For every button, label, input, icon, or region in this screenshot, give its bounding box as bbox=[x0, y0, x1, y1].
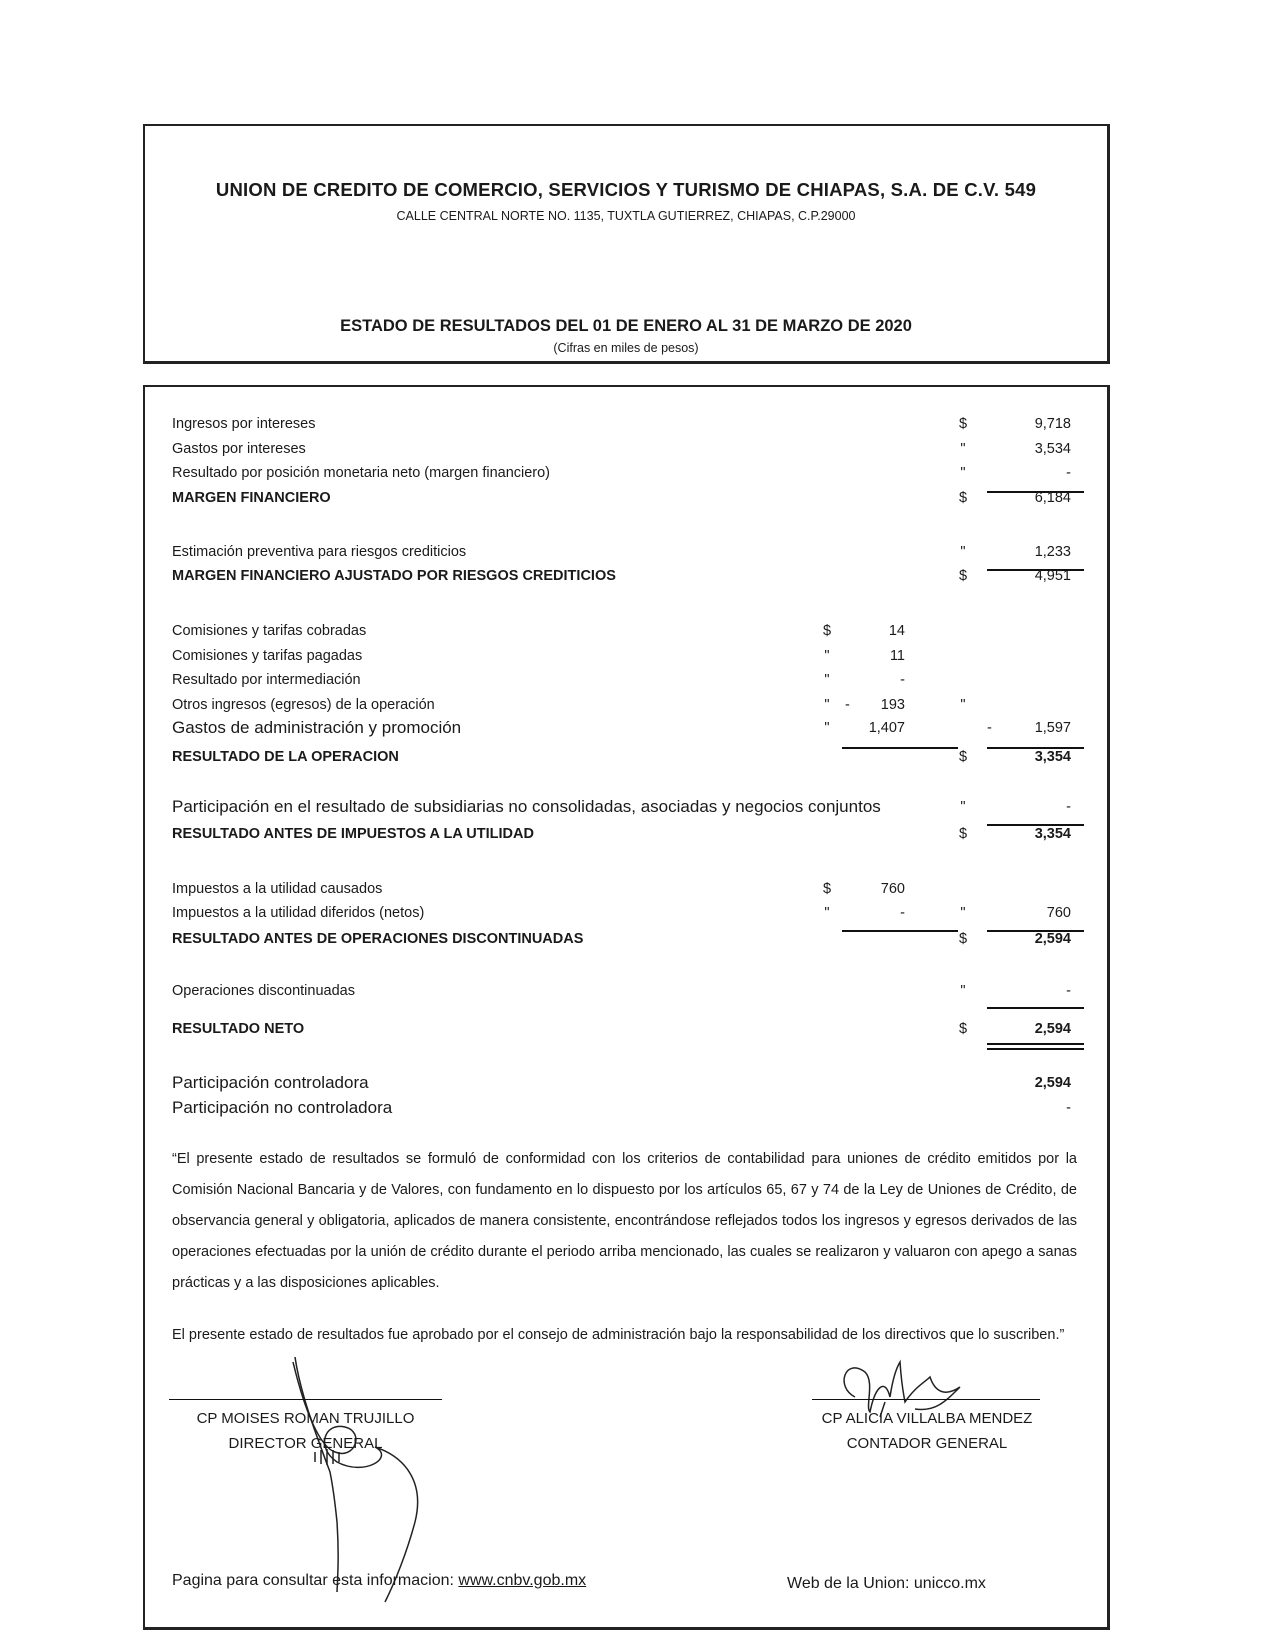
row-value: 2,594 bbox=[1034, 1021, 1071, 1037]
ditto-mark: " bbox=[824, 720, 830, 736]
row-subvalue: 193 bbox=[880, 697, 905, 713]
row-label: Otros ingresos (egresos) de la operación bbox=[172, 697, 435, 713]
ditto-mark: " bbox=[824, 697, 830, 713]
statement-title: ESTADO DE RESULTADOS DEL 01 DE ENERO AL 31 DE MARZO DE 2020 bbox=[340, 317, 912, 335]
row-label: Impuestos a la utilidad diferidos (netos) bbox=[172, 905, 425, 921]
row-value: 9,718 bbox=[1034, 416, 1071, 432]
row-resultado-intermediacion bbox=[145, 672, 1107, 694]
row-label: Gastos de administración y promoción bbox=[172, 718, 462, 737]
row-resultado-neto bbox=[145, 1021, 1107, 1043]
row-subvalue: 760 bbox=[880, 881, 905, 897]
unicco-link[interactable]: unicco.mx bbox=[913, 1575, 986, 1592]
footer-left-label: Pagina para consultar esta informacion: bbox=[172, 1572, 454, 1589]
row-value: 2,594 bbox=[1034, 1075, 1071, 1091]
row-operaciones-discontinuadas bbox=[145, 983, 1107, 1005]
note-paragraph-1: “El presente estado de resultados se formuló de conformidad con los criterios de contabilidad para uniones de crédito emitidos por la Comisión Nacional Bancaria y de Valores, con fundamento en lo dispuesto por los artículos 65, 67 y 74 de la Ley de Uniones de Crédito, de observancia general y obligatoria, aplicados de manera consistente, encontrándose reflejados todos los ingresos y egresos derivados de las operaciones efectuadas por la unión de crédito durante el periodo arriba mencionado, las cuales se realizaron y valuaron con apego a sanas prácticas y a las disposiciones aplicables. bbox=[172, 1151, 1077, 1291]
row-value: 1,597 bbox=[1034, 720, 1071, 736]
currency-mark: $ bbox=[958, 568, 968, 584]
row-value: 6,184 bbox=[1034, 490, 1071, 506]
currency-mark: $ bbox=[822, 623, 832, 639]
footer-right-label: Web de la Union: bbox=[787, 1575, 910, 1592]
row-label: Estimación preventiva para riesgos crediticios bbox=[172, 544, 467, 560]
row-label: Comisiones y tarifas pagadas bbox=[172, 648, 363, 664]
signer-name-right: CP ALICIA VILLALBA MENDEZ bbox=[821, 1410, 1033, 1427]
company-name: UNION DE CREDITO DE COMERCIO, SERVICIOS Y TURISMO DE CHIAPAS, S.A. DE C.V. 549 bbox=[215, 179, 1037, 200]
row-subvalue: 14 bbox=[888, 623, 905, 639]
currency-mark: $ bbox=[958, 931, 968, 947]
currency-mark: $ bbox=[822, 881, 832, 897]
row-value: 760 bbox=[1046, 905, 1071, 921]
row-value: 4,951 bbox=[1034, 568, 1071, 584]
row-margen-financiero bbox=[145, 490, 1107, 512]
ditto-mark: " bbox=[960, 983, 966, 999]
row-resultado-antes-impuestos bbox=[145, 826, 1107, 848]
total-double-line bbox=[987, 1043, 1084, 1045]
row-gastos-intereses bbox=[145, 441, 1107, 463]
row-margen-ajustado bbox=[145, 568, 1107, 590]
signer-name-left: CP MOISES ROMAN TRUJILLO bbox=[196, 1410, 415, 1427]
row-subvalue: 11 bbox=[889, 648, 905, 664]
negative-sign: - bbox=[987, 720, 992, 736]
ditto-mark: " bbox=[960, 905, 966, 921]
row-value: - bbox=[1066, 1100, 1071, 1116]
row-resultado-operacion bbox=[145, 749, 1107, 771]
row-label: Participación controladora bbox=[172, 1073, 369, 1092]
ditto-mark: " bbox=[824, 648, 830, 664]
row-label: MARGEN FINANCIERO bbox=[172, 490, 331, 506]
statement-body bbox=[143, 385, 1110, 1630]
row-ingresos-intereses bbox=[145, 416, 1107, 438]
row-label: Impuestos a la utilidad causados bbox=[172, 881, 383, 897]
cnbv-link[interactable]: www.cnbv.gob.mx bbox=[458, 1572, 587, 1589]
row-value: - bbox=[1066, 465, 1071, 481]
row-label: RESULTADO NETO bbox=[172, 1021, 305, 1037]
currency-mark: $ bbox=[958, 416, 968, 432]
total-double-line bbox=[987, 1048, 1084, 1050]
signature-block-right bbox=[808, 1406, 1046, 1456]
row-resultado-antes-discontinuadas bbox=[145, 931, 1107, 953]
negative-sign: - bbox=[845, 697, 850, 713]
ditto-mark: " bbox=[824, 672, 830, 688]
ditto-mark: " bbox=[960, 544, 966, 560]
signer-title-left: DIRECTOR GENERAL bbox=[228, 1435, 383, 1452]
row-value: 3,354 bbox=[1034, 826, 1071, 842]
ditto-mark: " bbox=[960, 465, 966, 481]
row-label: Gastos por intereses bbox=[172, 441, 306, 457]
row-label: MARGEN FINANCIERO AJUSTADO POR RIESGOS CREDITICIOS bbox=[172, 568, 616, 584]
row-label: Comisiones y tarifas cobradas bbox=[172, 623, 367, 639]
row-label: Participación no controladora bbox=[172, 1098, 393, 1117]
row-subvalue: - bbox=[900, 905, 905, 921]
signature-line-right bbox=[812, 1399, 1040, 1400]
ditto-mark: " bbox=[960, 799, 966, 815]
row-impuestos-diferidos bbox=[145, 905, 1107, 927]
row-label: Participación en el resultado de subsidiarias no consolidadas, asociadas y negocios conjuntos bbox=[172, 797, 881, 816]
row-comisiones-pagadas bbox=[145, 648, 1107, 670]
row-label: Operaciones discontinuadas bbox=[172, 983, 355, 999]
row-subvalue: 1,407 bbox=[868, 720, 905, 736]
row-impuestos-causados bbox=[145, 881, 1107, 903]
row-participacion-subsidiarias bbox=[145, 799, 1107, 821]
row-comisiones-cobradas bbox=[145, 623, 1107, 645]
currency-mark: $ bbox=[958, 1021, 968, 1037]
row-value: 3,354 bbox=[1034, 749, 1071, 765]
signer-title-right: CONTADOR GENERAL bbox=[846, 1435, 1008, 1452]
row-participacion-no-controladora bbox=[145, 1100, 1107, 1122]
company-address: CALLE CENTRAL NORTE NO. 1135, TUXTLA GUTIERREZ, CHIAPAS, C.P.29000 bbox=[396, 209, 856, 223]
row-estimacion-preventiva bbox=[145, 544, 1107, 566]
row-label: RESULTADO DE LA OPERACION bbox=[172, 749, 399, 765]
signature-block-left bbox=[169, 1406, 442, 1456]
row-label: RESULTADO ANTES DE IMPUESTOS A LA UTILIDAD bbox=[172, 826, 534, 842]
row-value: 3,534 bbox=[1034, 441, 1071, 457]
row-gastos-administracion bbox=[145, 720, 1107, 742]
row-value: - bbox=[1066, 983, 1071, 999]
subtotal-line bbox=[987, 1007, 1084, 1009]
row-value: 2,594 bbox=[1034, 931, 1071, 947]
note-paragraph-2: El presente estado de resultados fue aprobado por el consejo de administración bajo la responsabilidad de los directivos que lo suscriben.” bbox=[172, 1327, 1065, 1343]
row-label: Resultado por posición monetaria neto (margen financiero) bbox=[172, 465, 551, 481]
currency-mark: $ bbox=[958, 490, 968, 506]
row-label: Ingresos por intereses bbox=[172, 416, 316, 432]
ditto-mark: " bbox=[960, 441, 966, 457]
signature-line-left bbox=[169, 1399, 442, 1400]
row-otros-ingresos bbox=[145, 697, 1107, 719]
ditto-mark: " bbox=[960, 697, 966, 713]
row-value: - bbox=[1066, 799, 1071, 815]
currency-mark: $ bbox=[958, 749, 968, 765]
ditto-mark: " bbox=[824, 905, 830, 921]
signature-left bbox=[275, 1352, 475, 1602]
row-label: Resultado por intermediación bbox=[172, 672, 361, 688]
row-value: 1,233 bbox=[1034, 544, 1071, 560]
row-subvalue: - bbox=[900, 672, 905, 688]
statement-subtitle: (Cifras en miles de pesos) bbox=[553, 341, 699, 355]
footer-left bbox=[172, 1572, 586, 1590]
row-participacion-controladora bbox=[145, 1075, 1107, 1097]
currency-mark: $ bbox=[958, 826, 968, 842]
footer-right bbox=[787, 1575, 986, 1593]
row-label: RESULTADO ANTES DE OPERACIONES DISCONTINUADAS bbox=[172, 931, 584, 947]
row-resultado-posicion bbox=[145, 465, 1107, 487]
header-box bbox=[143, 124, 1110, 364]
